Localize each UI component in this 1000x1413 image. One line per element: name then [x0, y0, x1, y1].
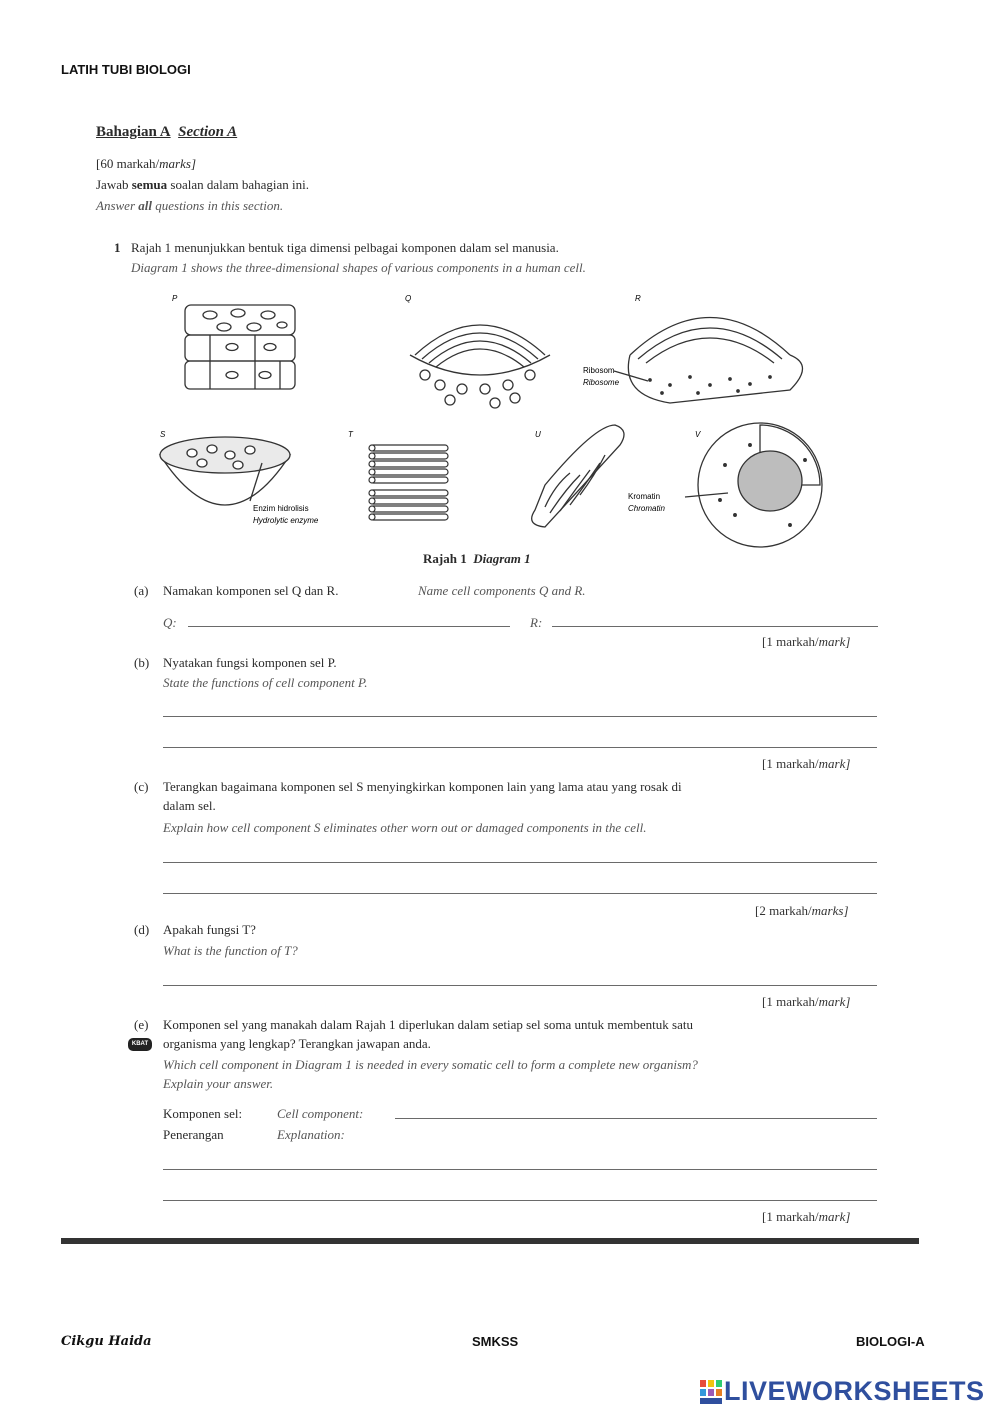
answer-line-e1[interactable]	[163, 1169, 877, 1170]
instr-ms-post: soalan dalam bahagian ini.	[167, 177, 310, 192]
section-instruction-ms	[96, 176, 309, 193]
instr-ms-bold: semua	[131, 177, 168, 192]
label-chromatin-en: Chromatin	[628, 504, 665, 513]
part-c-text-ms2: dalam sel.	[163, 798, 216, 813]
footer-subject: BIOLOGI-A	[856, 1334, 925, 1349]
organelle-u-mitochondrion	[532, 425, 624, 527]
caption-en: Diagram 1	[473, 551, 531, 566]
part-a-text-en: Name cell components Q and R.	[418, 583, 586, 598]
instr-ms-pre: Jawab	[96, 177, 132, 192]
footer-author: Cikgu Haida	[61, 1334, 152, 1349]
section-instruction-en	[96, 197, 283, 214]
part-a-r-label: R:	[530, 615, 543, 630]
answer-line-d[interactable]	[163, 985, 877, 986]
section-heading	[96, 124, 237, 141]
part-c-text-en: Explain how cell component S eliminates other worn out or damaged components in the cell.	[163, 820, 647, 835]
kbat-badge: KBAT	[128, 1038, 152, 1051]
organelle-s-lysosome	[160, 437, 290, 505]
answer-line-r[interactable]	[552, 626, 878, 627]
answer-line-c2[interactable]	[163, 893, 877, 894]
label-enzyme-ms: Enzim hidrolisis	[253, 504, 309, 513]
question-stem-ms: Rajah 1 menunjukkan bentuk tiga dimensi pelbagai komponen dalam sel manusia.	[131, 240, 559, 255]
part-e-text-ms2: organisma yang lengkap? Terangkan jawapan anda.	[163, 1036, 431, 1051]
caption-ms: Rajah 1	[423, 551, 467, 566]
organelle-q-golgi	[410, 325, 550, 408]
mark-b: [1 markah/	[762, 756, 819, 771]
part-e-text-en: Which cell component in Diagram 1 is needed in every somatic cell to form a complete new organism?	[163, 1057, 698, 1072]
answer-line-c1[interactable]	[163, 862, 877, 863]
diagram-caption	[423, 550, 531, 567]
label-t: T	[348, 430, 353, 439]
footer-school: SMKSS	[472, 1334, 519, 1349]
part-e-component-ms: Komponen sel:	[163, 1106, 243, 1121]
part-e-text-en2: Explain your answer.	[163, 1076, 274, 1091]
part-e-component-en: Cell component:	[277, 1106, 364, 1121]
mark-c-en: marks]	[811, 903, 849, 918]
answer-line-e2[interactable]	[163, 1200, 877, 1201]
part-b-text-en: State the functions of cell component P.	[163, 675, 368, 690]
label-ribosome-ms: Ribosom	[583, 366, 615, 375]
part-e-explain-ms: Penerangan	[163, 1127, 224, 1142]
mark-e: [1 markah/	[762, 1209, 819, 1224]
answer-line-q[interactable]	[188, 626, 510, 627]
part-e-text-ms: Komponen sel yang manakah dalam Rajah 1 diperlukan dalam setiap sel soma untuk membentuk satu	[163, 1017, 693, 1032]
section-title-en: Section A	[178, 124, 238, 140]
mark-a-en: mark]	[818, 634, 851, 649]
section-marks-en: marks]	[159, 156, 197, 171]
organelle-v-nucleus	[685, 423, 822, 547]
question-number: 1	[114, 240, 121, 255]
page-divider	[61, 1238, 919, 1244]
mark-e-en: mark]	[818, 1209, 851, 1224]
part-d-text-en: What is the function of T?	[163, 943, 298, 958]
question-stem-en: Diagram 1 shows the three-dimensional shapes of various components in a human cell.	[131, 260, 586, 275]
cell-components-diagram	[150, 285, 850, 565]
part-d-mark	[762, 994, 850, 1010]
liveworksheets-brand[interactable]: LIVEWORKSHEETS	[724, 1376, 985, 1406]
section-marks-ms: [60 markah/	[96, 156, 160, 171]
label-r: R	[635, 294, 641, 303]
answer-line-e-component[interactable]	[395, 1118, 877, 1119]
label-u: U	[535, 430, 541, 439]
answer-line-b2[interactable]	[163, 747, 877, 748]
label-ribosome-en: Ribosome	[583, 378, 620, 387]
mark-c: [2 markah/	[755, 903, 812, 918]
organelle-r-rough-er	[614, 318, 803, 404]
section-marks	[96, 155, 196, 172]
label-v: V	[695, 430, 701, 439]
part-e-explain-en: Explanation:	[277, 1127, 345, 1142]
instr-en-bold: all	[138, 198, 152, 213]
label-enzyme-en: Hydrolytic enzyme	[253, 516, 319, 525]
page-header-title: LATIH TUBI BIOLOGI	[61, 62, 191, 77]
label-q: Q	[405, 294, 412, 303]
part-e-mark	[762, 1209, 850, 1225]
section-title-ms: Bahagian A	[96, 124, 171, 140]
mark-b-en: mark]	[818, 756, 851, 771]
label-chromatin-ms: Kromatin	[628, 492, 661, 501]
organelle-p-smooth-er	[185, 305, 295, 389]
organelle-t-centriole	[369, 445, 448, 520]
mark-a: [1 markah/	[762, 634, 819, 649]
part-a-mark	[762, 634, 850, 650]
part-b-label: (b)	[134, 655, 150, 670]
part-c-label: (c)	[134, 779, 149, 794]
part-d-text-ms: Apakah fungsi T?	[163, 922, 256, 937]
part-a-text-ms: Namakan komponen sel Q dan R.	[163, 583, 339, 598]
label-p: P	[172, 294, 178, 303]
part-e-label: (e)	[134, 1017, 149, 1032]
part-b-text-ms: Nyatakan fungsi komponen sel P.	[163, 655, 337, 670]
mark-d-en: mark]	[818, 994, 851, 1009]
instr-en-pre: Answer	[96, 198, 139, 213]
instr-en-post: questions in this section.	[151, 198, 284, 213]
part-d-label: (d)	[134, 922, 150, 937]
part-a-q-label: Q:	[163, 615, 177, 630]
part-c-text-ms: Terangkan bagaimana komponen sel S menyingkirkan komponen lain yang lama atau yang rosak di	[163, 779, 682, 794]
mark-d: [1 markah/	[762, 994, 819, 1009]
part-b-mark	[762, 756, 850, 772]
part-a-label: (a)	[134, 583, 149, 598]
liveworksheets-logo-icon	[700, 1380, 722, 1404]
label-s: S	[160, 430, 166, 439]
part-c-mark	[755, 903, 849, 919]
answer-line-b1[interactable]	[163, 716, 877, 717]
